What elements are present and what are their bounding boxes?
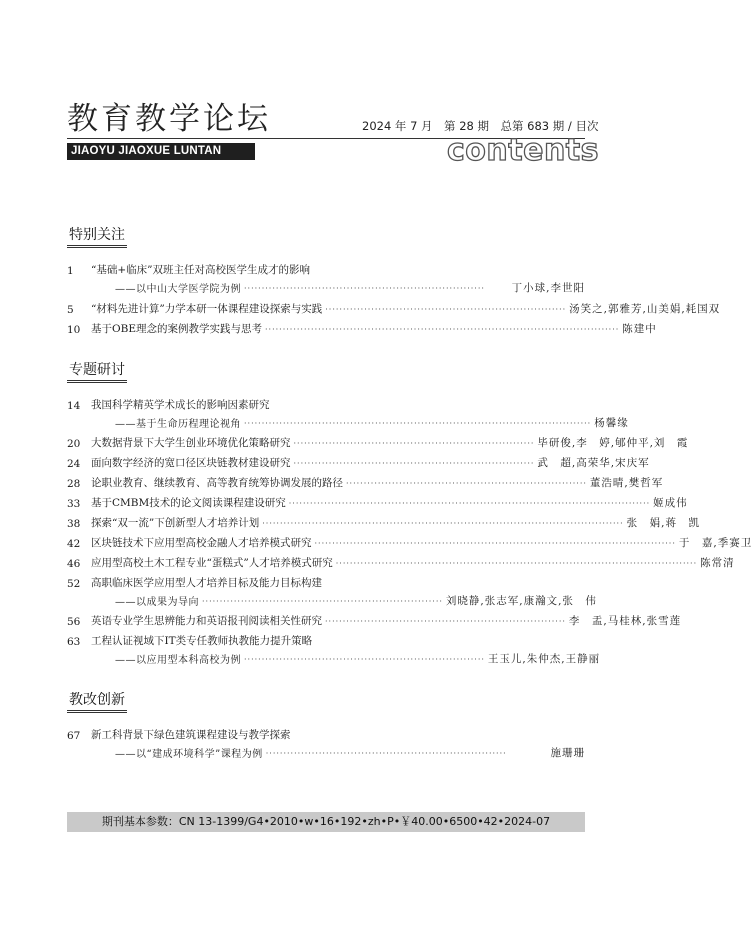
toc-subtitle bbox=[115, 650, 601, 666]
entry-authors: 杨馨缘 bbox=[594, 417, 629, 429]
page-number: 38 bbox=[67, 518, 81, 530]
entry-subtitle: ——以成果为导向 bbox=[115, 597, 199, 608]
toc-entry bbox=[67, 474, 664, 490]
page-number: 67 bbox=[67, 730, 81, 742]
leader-dots: ······································································································ bbox=[314, 539, 676, 548]
entry-authors: 刘晓静,张志军,康瀚文,张 伟 bbox=[445, 595, 597, 607]
leader-dots: ···································································· bbox=[244, 655, 485, 664]
entry-authors: 王玉儿,朱仲杰,王静丽 bbox=[487, 653, 601, 665]
entry-title: 区块链技术下应用型高校金融人才培养模式研究 bbox=[91, 537, 312, 549]
toc-subtitle bbox=[115, 592, 597, 608]
leader-dots: ···································································· bbox=[244, 284, 485, 293]
entry-authors: 武 超,高荣华,宋庆军 bbox=[537, 457, 650, 469]
entry-subtitle: ——基于生命历程理论视角 bbox=[115, 419, 241, 430]
entry-authors: 汤笑之,郭雅芳,山美娟,耗国双 bbox=[569, 303, 721, 315]
entry-authors: 丁小球,李世阳 bbox=[511, 282, 585, 294]
toc-entry bbox=[67, 612, 682, 628]
page-number: 20 bbox=[67, 438, 81, 450]
leader-dots: ·································································································· bbox=[244, 419, 592, 428]
leader-dots: ······································································································ bbox=[288, 499, 651, 508]
page-number: 10 bbox=[67, 324, 81, 336]
entry-authors: 施珊珊 bbox=[550, 747, 585, 759]
leader-dots: ···································································· bbox=[325, 617, 566, 626]
entry-title: 论职业教育、继续教育、高等教育统筹协调发展的路径 bbox=[91, 477, 343, 489]
leader-dots: ···································································· bbox=[293, 439, 535, 448]
entry-title: “基础+临床”双班主任对高校医学生成才的影响 bbox=[91, 264, 311, 276]
entry-subtitle: ——以“建成环境科学”课程为例 bbox=[115, 749, 263, 760]
section-label: 专题研讨 bbox=[67, 358, 127, 380]
toc-entry bbox=[67, 454, 650, 470]
toc-entry bbox=[67, 726, 585, 742]
toc-subtitle bbox=[115, 744, 585, 760]
leader-dots: ······································································································ bbox=[262, 519, 624, 528]
entry-title: 基于OBE理念的案例教学实践与思考 bbox=[91, 323, 262, 335]
toc-subtitle bbox=[115, 414, 629, 430]
entry-authors: 姬成伟 bbox=[653, 497, 688, 509]
entry-subtitle: ——以中山大学医学院为例 bbox=[115, 284, 241, 295]
entry-title: 工程认证视域下IT类专任教师执教能力提升策略 bbox=[91, 635, 313, 647]
toc-entry bbox=[67, 320, 657, 336]
entry-title: 应用型高校土木工程专业“蛋糕式”人才培养模式研究 bbox=[91, 557, 333, 569]
page-number: 56 bbox=[67, 616, 81, 628]
toc-entry bbox=[67, 574, 585, 590]
entry-title: 我国科学精英学术成长的影响因素研究 bbox=[91, 399, 270, 411]
toc-subtitle bbox=[115, 279, 585, 295]
entry-authors: 毕研俊,李 婷,郇仲平,刘 霞 bbox=[537, 437, 689, 449]
contents-logo: contents bbox=[447, 133, 599, 168]
entry-title: 新工科背景下绿色建筑课程建设与教学探索 bbox=[91, 729, 291, 741]
journal-parameters-bar: 期刊基本参数：CN 13-1399/G4•2010•w•16•192•zh•P•￥40.00•6500•42•2024-07 bbox=[67, 812, 585, 832]
issue-info: 2024 年 7 月 第 28 期 总第 683 期 / 目次 bbox=[362, 119, 599, 133]
toc-entry bbox=[67, 632, 585, 648]
toc-entry bbox=[67, 396, 585, 412]
toc-entry bbox=[67, 434, 689, 450]
entry-authors: 陈建中 bbox=[622, 323, 657, 335]
page-number: 42 bbox=[67, 538, 81, 550]
entry-title: 基于CMBM技术的论文阅读课程建设研究 bbox=[91, 497, 286, 509]
page-number: 5 bbox=[67, 304, 74, 316]
entry-title: 高职临床医学应用型人才培养目标及能力目标构建 bbox=[91, 577, 322, 589]
leader-dots: ···································································· bbox=[346, 479, 587, 488]
journal-title: 教育教学论坛 bbox=[67, 101, 271, 137]
leader-dots: ······································································································ bbox=[335, 559, 698, 568]
leader-dots: ···································································· bbox=[265, 749, 507, 758]
toc-entry bbox=[67, 554, 735, 570]
entry-title: 大数据背景下大学生创业环境优化策略研究 bbox=[91, 437, 291, 449]
toc-entry bbox=[67, 300, 721, 316]
toc-entry bbox=[67, 494, 688, 510]
page-number: 24 bbox=[67, 458, 81, 470]
entry-title: 面向数字经济的宽口径区块链教材建设研究 bbox=[91, 457, 291, 469]
entry-authors: 董浩晴,樊哲军 bbox=[589, 477, 664, 489]
page-number: 63 bbox=[67, 636, 81, 648]
entry-title: 英语专业学生思辨能力和英语报刊阅读相关性研究 bbox=[91, 615, 322, 627]
toc-entry bbox=[67, 261, 585, 277]
leader-dots: ···································································· bbox=[325, 305, 567, 314]
entry-authors: 于 嘉,季赛卫 bbox=[678, 537, 752, 549]
entry-authors: 张 娟,蒋 凯 bbox=[626, 517, 700, 529]
toc-entry bbox=[67, 534, 752, 550]
leader-dots: ···································································· bbox=[202, 597, 443, 606]
page-number: 28 bbox=[67, 478, 81, 490]
leader-dots: ···································································································· bbox=[265, 325, 620, 334]
page-number: 14 bbox=[67, 400, 81, 412]
toc-entry bbox=[67, 514, 700, 530]
page-number: 46 bbox=[67, 558, 81, 570]
entry-subtitle: ——以应用型本科高校为例 bbox=[115, 655, 241, 666]
entry-title: “材料先进计算”力学本研一体课程建设探索与实践 bbox=[91, 303, 323, 315]
page-number: 33 bbox=[67, 498, 81, 510]
page-number: 52 bbox=[67, 578, 81, 590]
page-number: 1 bbox=[67, 265, 74, 277]
section-label: 特别关注 bbox=[67, 223, 127, 245]
section-label: 教改创新 bbox=[67, 688, 127, 710]
leader-dots: ···································································· bbox=[293, 459, 535, 468]
pinyin-banner: JIAOYU JIAOXUE LUNTAN bbox=[67, 143, 255, 160]
entry-authors: 李 盂,马桂林,张雪莲 bbox=[568, 615, 682, 627]
entry-title: 探索“双一流”下创新型人才培养计划 bbox=[91, 517, 260, 529]
entry-authors: 陈常清 bbox=[700, 557, 735, 569]
